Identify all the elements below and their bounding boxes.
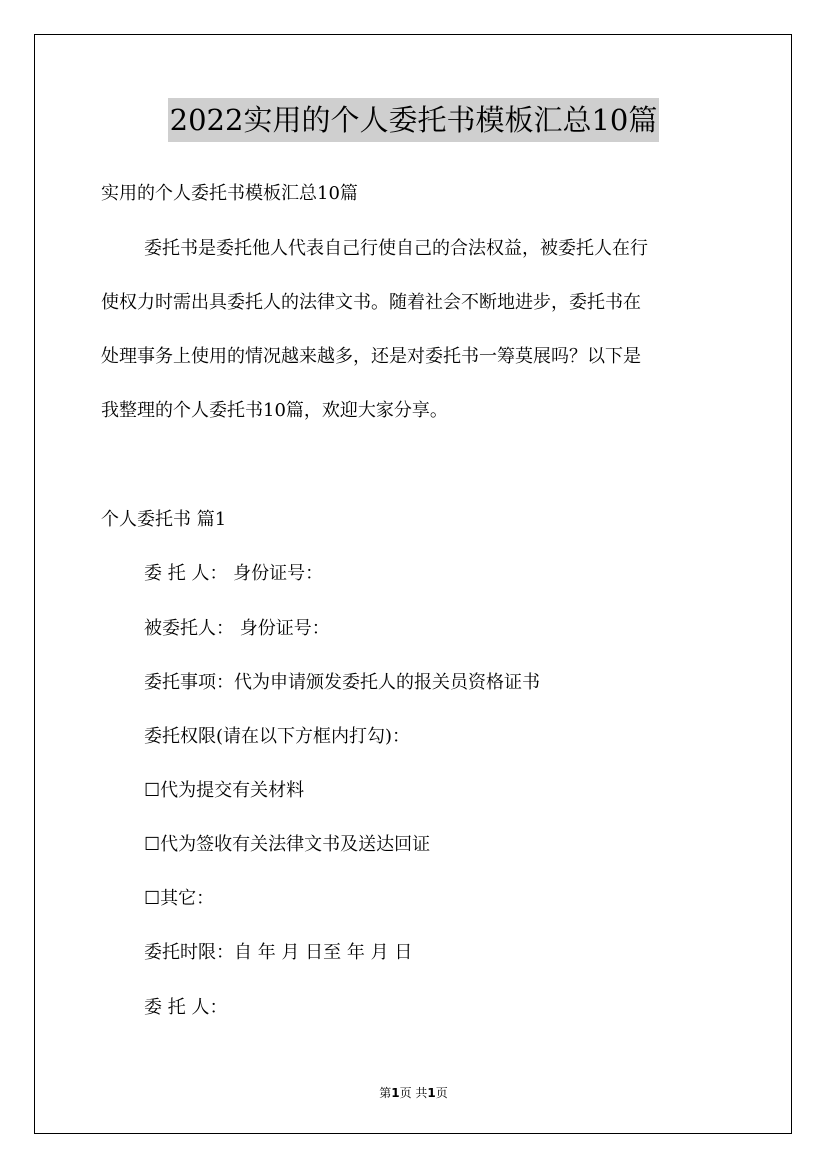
intro-line-1: 委托书是委托他人代表自己行使自己的合法权益，被委托人在行 [144,238,648,259]
footer-prefix: 第 [379,1086,392,1100]
field-authority: 委托权限(请在以下方框内打勾)： [144,726,411,747]
page-footer [0,1084,827,1101]
footer-total-pages: 1 [427,1086,436,1100]
footer-page-number: 1 [391,1086,400,1100]
section-heading: 个人委托书 篇1 [101,509,227,530]
footer-suffix: 页 [435,1086,448,1100]
intro-line-3: 处理事务上使用的情况越来越多，还是对委托书一筹莫展吗？以下是 [101,346,641,367]
intro-line-2: 使权力时需出具委托人的法律文书。随着社会不断地进步，委托书在 [101,292,641,313]
document-subtitle: 实用的个人委托书模板汇总10篇 [101,183,358,204]
document-title: 2022实用的个人委托书模板汇总10篇 [168,98,660,142]
intro-line-4: 我整理的个人委托书10篇，欢迎大家分享。 [101,400,448,421]
checkbox-option-submit: ☐代为提交有关材料 [144,780,305,801]
checkbox-option-receive: ☐代为签收有关法律文书及送达回证 [144,834,431,855]
checkbox-option-other: ☐其它： [144,888,215,909]
footer-mid: 页 共 [399,1086,428,1100]
title-container [0,98,827,142]
field-matter: 委托事项：代为申请颁发委托人的报关员资格证书 [144,672,540,693]
field-principal-sign: 委 托 人： [144,997,228,1018]
field-agent: 被委托人： 身份证号： [144,618,330,639]
field-duration: 委托时限：自 年 月 日至 年 月 日 [144,942,413,963]
field-principal: 委 托 人： 身份证号： [144,563,324,584]
